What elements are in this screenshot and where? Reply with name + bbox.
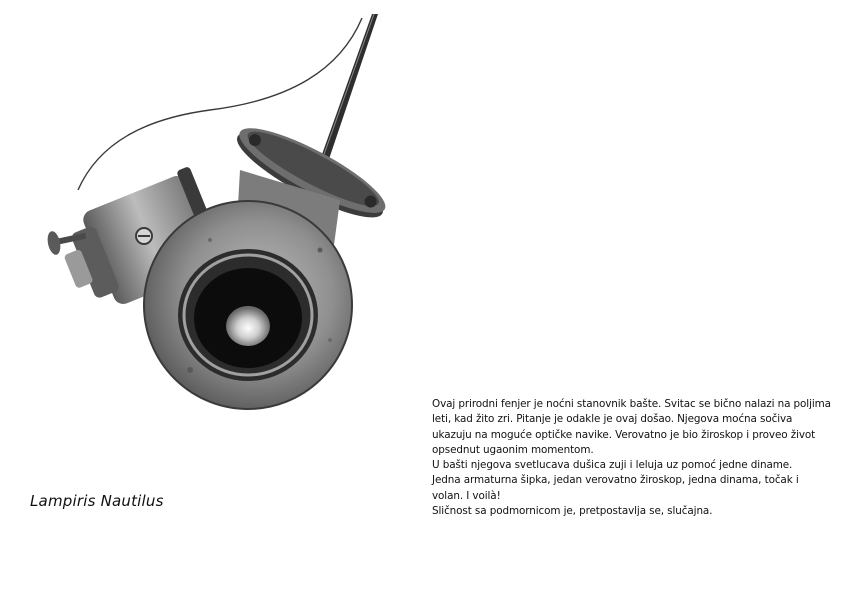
photo-caption: Lampiris Nautilus bbox=[30, 492, 164, 510]
paragraph-4: Sličnost sa podmornicom je, pretpostavlja se, slučajna. bbox=[432, 505, 713, 518]
paragraph-1: Ovaj prirodni fenjer je noćni stanovnik bašte. Svitac se bično nalazi na poljima leti, kad žito zri. Pitanje je odakle je ovaj došao. Njegova moćna sočiva ukazuju na moguće optičke navike. Verovatno je bio žiroskop i proveo život opsednut ugaonim momentom. bbox=[432, 398, 831, 456]
description-text bbox=[432, 397, 832, 519]
paragraph-3: Jedna armaturna šipka, jedan verovatno žiroskop, jedna dinama, točak i volan. I voilà! bbox=[432, 474, 799, 502]
paragraph-2: U bašti njegova svetlucava dušica zuji i leluja uz pomoć jedne dinamе. bbox=[432, 459, 793, 472]
lamp-photo bbox=[40, 10, 400, 410]
